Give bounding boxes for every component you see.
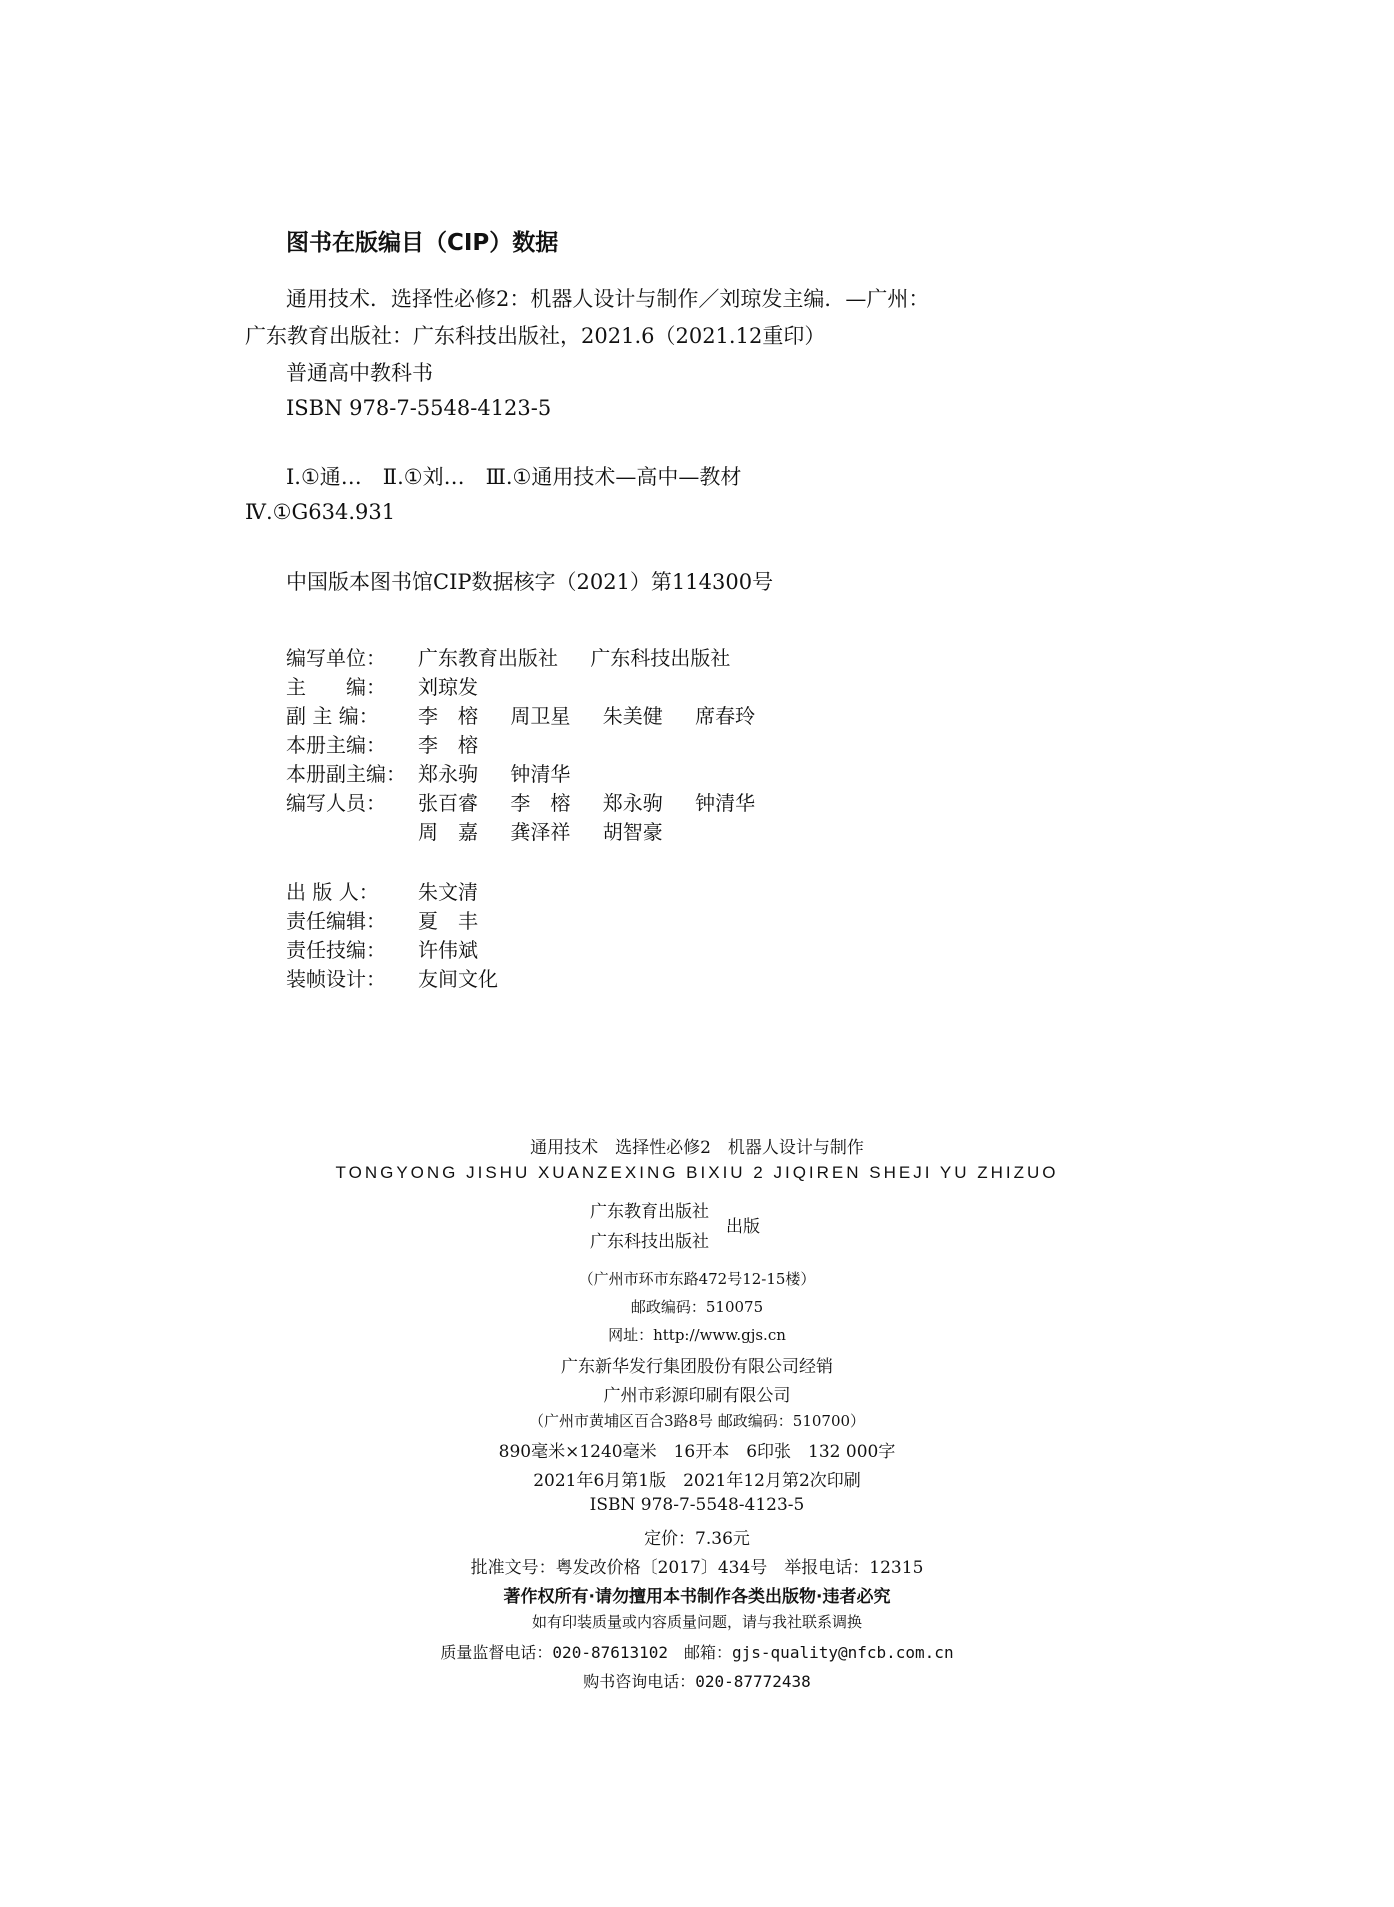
book-specs: 890毫米×1240毫米 16开本 6印张 132 000字	[498, 1442, 896, 1462]
role-value: 李 榕	[418, 704, 478, 728]
role-values	[418, 671, 504, 700]
staff-value: 朱文清	[418, 880, 478, 904]
staff-key: 责任技编：	[286, 938, 386, 962]
price: 定价：7.36元	[644, 1529, 750, 1549]
book-title-cn: 通用技术 选择性必修2 机器人设计与制作	[530, 1138, 864, 1158]
publisher-address: （广州市环市东路472号12-15楼）	[578, 1270, 816, 1288]
role-row	[286, 816, 689, 845]
edition-info: 2021年6月第1版 2021年12月第2次印刷	[533, 1471, 861, 1491]
staff-key: 出 版 人：	[286, 880, 379, 904]
cip-isbn: ISBN 978-7-5548-4123-5	[286, 396, 552, 420]
role-key: 本册副主编：	[286, 762, 406, 786]
role-key: 编写人员：	[286, 791, 386, 815]
cip-title: 图书在版编目（CIP）数据	[286, 230, 559, 256]
role-key	[286, 816, 418, 845]
role-value: 席春玲	[695, 704, 756, 728]
role-value: 李 榕	[510, 791, 571, 815]
staff-row	[286, 934, 478, 963]
book-title-en: TONGYONG JISHU XUANZEXING BIXIU 2 JIQIREN SHEJI YU ZHIZUO	[335, 1163, 1059, 1182]
cip-line-2: 广东教育出版社：广东科技出版社，2021.6（2021.12重印）	[245, 324, 826, 348]
approval-number: 批准文号：粤发改价格〔2017〕434号 举报电话：12315	[470, 1558, 924, 1578]
staff-key: 责任编辑：	[286, 909, 386, 933]
staff-value: 友间文化	[418, 967, 498, 991]
publisher-2: 广东科技出版社	[590, 1232, 709, 1252]
role-value: 龚泽祥	[510, 820, 571, 844]
role-values	[418, 787, 781, 816]
staff-row	[286, 876, 478, 905]
role-value: 广东科技出版社	[590, 646, 731, 670]
role-values	[418, 642, 756, 671]
role-value: 钟清华	[695, 791, 756, 815]
role-row	[286, 700, 781, 729]
role-values	[418, 729, 504, 758]
order-phone: 购书咨询电话：020-87772438	[583, 1672, 811, 1691]
role-row	[286, 729, 504, 758]
role-value: 周卫星	[510, 704, 571, 728]
role-value: 周 嘉	[418, 820, 478, 844]
quality-note: 如有印装质量或内容质量问题，请与我社联系调换	[531, 1613, 862, 1631]
role-row	[286, 642, 756, 671]
role-values	[418, 758, 596, 787]
cip-record-number: 中国版本图书馆CIP数据核字（2021）第114300号	[286, 570, 774, 594]
role-values	[418, 700, 781, 729]
cip-classification-2: Ⅳ.①G634.931	[245, 500, 396, 524]
role-key: 副 主 编：	[286, 704, 379, 728]
role-value: 郑永驹	[602, 791, 663, 815]
isbn: ISBN 978-7-5548-4123-5	[589, 1495, 805, 1515]
staff-row	[286, 905, 478, 934]
distributor: 广东新华发行集团股份有限公司经销	[561, 1357, 833, 1377]
role-value: 张百睿	[418, 791, 478, 815]
role-value: 朱美健	[602, 704, 663, 728]
printer: 广州市彩源印刷有限公司	[603, 1386, 791, 1406]
publish-word: 出版	[726, 1217, 760, 1237]
role-value: 李 榕	[418, 733, 478, 757]
printer-address: （广州市黄埔区百合3路8号 邮政编码：510700）	[528, 1412, 866, 1430]
role-key: 主 编：	[286, 675, 386, 699]
staff-key: 装帧设计：	[286, 967, 386, 991]
publisher-1: 广东教育出版社	[590, 1202, 709, 1222]
role-key: 编写单位：	[286, 646, 386, 670]
role-row	[286, 787, 781, 816]
role-value: 刘琼发	[418, 675, 478, 699]
role-values	[418, 816, 689, 845]
role-key: 本册主编：	[286, 733, 386, 757]
role-value: 广东教育出版社	[418, 646, 558, 670]
cip-classification-1: Ⅰ.①通… Ⅱ.①刘… Ⅲ.①通用技术—高中—教材	[286, 465, 742, 489]
website: 网址：http://www.gjs.cn	[608, 1326, 786, 1344]
postcode: 邮政编码：510075	[630, 1298, 764, 1316]
cip-line-3: 普通高中教科书	[286, 361, 433, 385]
quality-phone: 质量监督电话：020-87613102 邮箱：gjs-quality@nfcb.com.cn	[440, 1643, 954, 1662]
role-row	[286, 671, 504, 700]
copyright-notice: 著作权所有·请勿擅用本书制作各类出版物·违者必究	[503, 1587, 891, 1607]
cip-line-1: 通用技术．选择性必修2：机器人设计与制作／刘琼发主编．—广州：	[286, 287, 930, 311]
staff-value: 夏 丰	[418, 909, 478, 933]
staff-row	[286, 963, 498, 992]
publisher-block	[590, 1197, 850, 1257]
role-value: 郑永驹	[418, 762, 478, 786]
role-row	[286, 758, 596, 787]
role-value: 钟清华	[510, 762, 571, 786]
role-value: 胡智豪	[602, 820, 663, 844]
staff-value: 许伟斌	[418, 938, 478, 962]
